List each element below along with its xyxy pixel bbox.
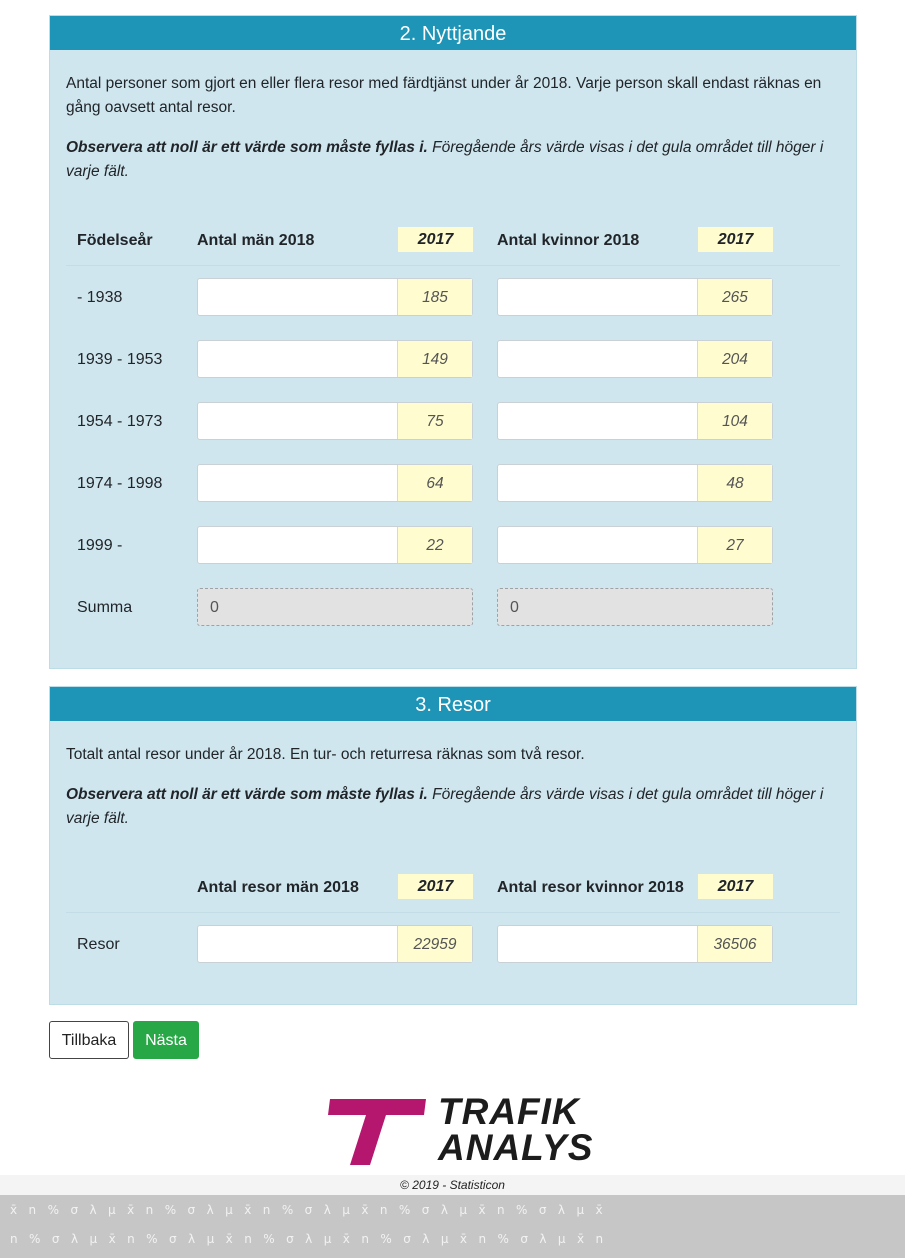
row-label: 1954 - 1973 bbox=[77, 413, 163, 430]
sum-women-field: 0 bbox=[497, 588, 773, 626]
col-header-trips-women: Antal resor kvinnor 2018 bbox=[497, 879, 684, 896]
prev-year-value: 22 bbox=[397, 527, 472, 563]
prev-year-value: 64 bbox=[397, 465, 472, 501]
section-intro: Totalt antal resor under år 2018. En tur- och returresa räknas som två resor. bbox=[66, 746, 585, 763]
women-count-input[interactable] bbox=[497, 402, 773, 440]
prev-year-value: 265 bbox=[697, 279, 772, 315]
prev-year-value: 75 bbox=[397, 403, 472, 439]
col-header-women: Antal kvinnor 2018 bbox=[497, 232, 640, 249]
women-count-input[interactable] bbox=[497, 278, 773, 316]
logo-mark-icon bbox=[328, 1095, 428, 1167]
men-count-field[interactable] bbox=[198, 403, 398, 439]
section-note bbox=[50, 136, 856, 184]
women-count-field[interactable] bbox=[498, 465, 698, 501]
sum-label: Summa bbox=[77, 599, 133, 616]
col-header-men: Antal män 2018 bbox=[197, 232, 315, 249]
footer-copyright: © 2019 - Statisticon bbox=[0, 1175, 905, 1195]
trafikanalys-logo bbox=[328, 1091, 594, 1168]
prev-year-value: 104 bbox=[697, 403, 772, 439]
men-count-field[interactable] bbox=[198, 527, 398, 563]
prev-year-value: 149 bbox=[397, 341, 472, 377]
women-count-field[interactable] bbox=[498, 403, 698, 439]
trips-men-input[interactable] bbox=[197, 925, 473, 963]
header-divider bbox=[66, 265, 840, 266]
men-count-input[interactable] bbox=[197, 464, 473, 502]
men-count-input[interactable] bbox=[197, 340, 473, 378]
row-label: 1939 - 1953 bbox=[77, 351, 163, 368]
col-header-birth-year: Födelseår bbox=[77, 232, 153, 249]
note-bold: Observera att noll är ett värde som måste fyllas i. bbox=[66, 139, 428, 156]
row-label: - 1938 bbox=[77, 289, 123, 306]
women-count-field[interactable] bbox=[498, 527, 698, 563]
note-italic: Föregående års värde visas i det gula området till höger i varje fält. bbox=[66, 139, 824, 180]
section-intro: Antal personer som gjort en eller flera resor med färdtjänst under år 2018. Varje person skall endast räknas en gång oavsett antal resor. bbox=[66, 75, 822, 116]
section-trips-panel bbox=[49, 686, 857, 1005]
prev-year-badge-men: 2017 bbox=[398, 227, 473, 252]
sum-men-field: 0 bbox=[197, 588, 473, 626]
logo-text-line2: ANALYS bbox=[438, 1127, 594, 1168]
row-label: Resor bbox=[77, 936, 120, 953]
note-italic: Föregående års värde visas i det gula området till höger i varje fält. bbox=[66, 786, 824, 827]
women-count-field[interactable] bbox=[498, 279, 698, 315]
prev-year-value: 204 bbox=[697, 341, 772, 377]
prev-year-badge-women: 2017 bbox=[698, 227, 773, 252]
men-count-field[interactable] bbox=[198, 465, 398, 501]
next-button[interactable]: Nästa bbox=[133, 1021, 199, 1059]
col-header-trips-men: Antal resor män 2018 bbox=[197, 879, 359, 896]
trips-women-input[interactable] bbox=[497, 925, 773, 963]
section-note bbox=[50, 783, 856, 831]
trips-women-field[interactable] bbox=[498, 926, 698, 962]
note-bold: Observera att noll är ett värde som måste fyllas i. bbox=[66, 786, 428, 803]
prev-year-value: 22959 bbox=[397, 926, 472, 962]
prev-year-value: 27 bbox=[697, 527, 772, 563]
prev-year-badge-women: 2017 bbox=[698, 874, 773, 899]
row-label: 1999 - bbox=[77, 537, 123, 554]
men-count-input[interactable] bbox=[197, 402, 473, 440]
women-count-input[interactable] bbox=[497, 526, 773, 564]
header-divider bbox=[66, 912, 840, 913]
pattern-row: n % σ λ μ x̄ n % σ λ μ x̄ n % σ λ μ x̄ n % σ λ μ x̄ n % σ λ μ x̄ n bbox=[10, 1232, 604, 1246]
section-usage-panel bbox=[49, 15, 857, 669]
men-count-input[interactable] bbox=[197, 278, 473, 316]
prev-year-value: 185 bbox=[397, 279, 472, 315]
prev-year-value: 36506 bbox=[697, 926, 772, 962]
men-count-field[interactable] bbox=[198, 279, 398, 315]
footer-symbol-pattern bbox=[0, 1195, 905, 1258]
women-count-field[interactable] bbox=[498, 341, 698, 377]
back-button[interactable]: Tillbaka bbox=[49, 1021, 129, 1059]
trips-men-field[interactable] bbox=[198, 926, 398, 962]
row-label: 1974 - 1998 bbox=[77, 475, 163, 492]
prev-year-badge-men: 2017 bbox=[398, 874, 473, 899]
women-count-input[interactable] bbox=[497, 340, 773, 378]
section-title: 2. Nyttjande bbox=[50, 16, 856, 50]
women-count-input[interactable] bbox=[497, 464, 773, 502]
pattern-row: x̄ n % σ λ μ x̄ n % σ λ μ x̄ n % σ λ μ x̄ n % σ λ μ x̄ n % σ λ μ x̄ bbox=[10, 1203, 603, 1217]
men-count-field[interactable] bbox=[198, 341, 398, 377]
men-count-input[interactable] bbox=[197, 526, 473, 564]
prev-year-value: 48 bbox=[697, 465, 772, 501]
section-title: 3. Resor bbox=[50, 687, 856, 721]
logo-text-line1: TRAFIK bbox=[438, 1091, 580, 1132]
